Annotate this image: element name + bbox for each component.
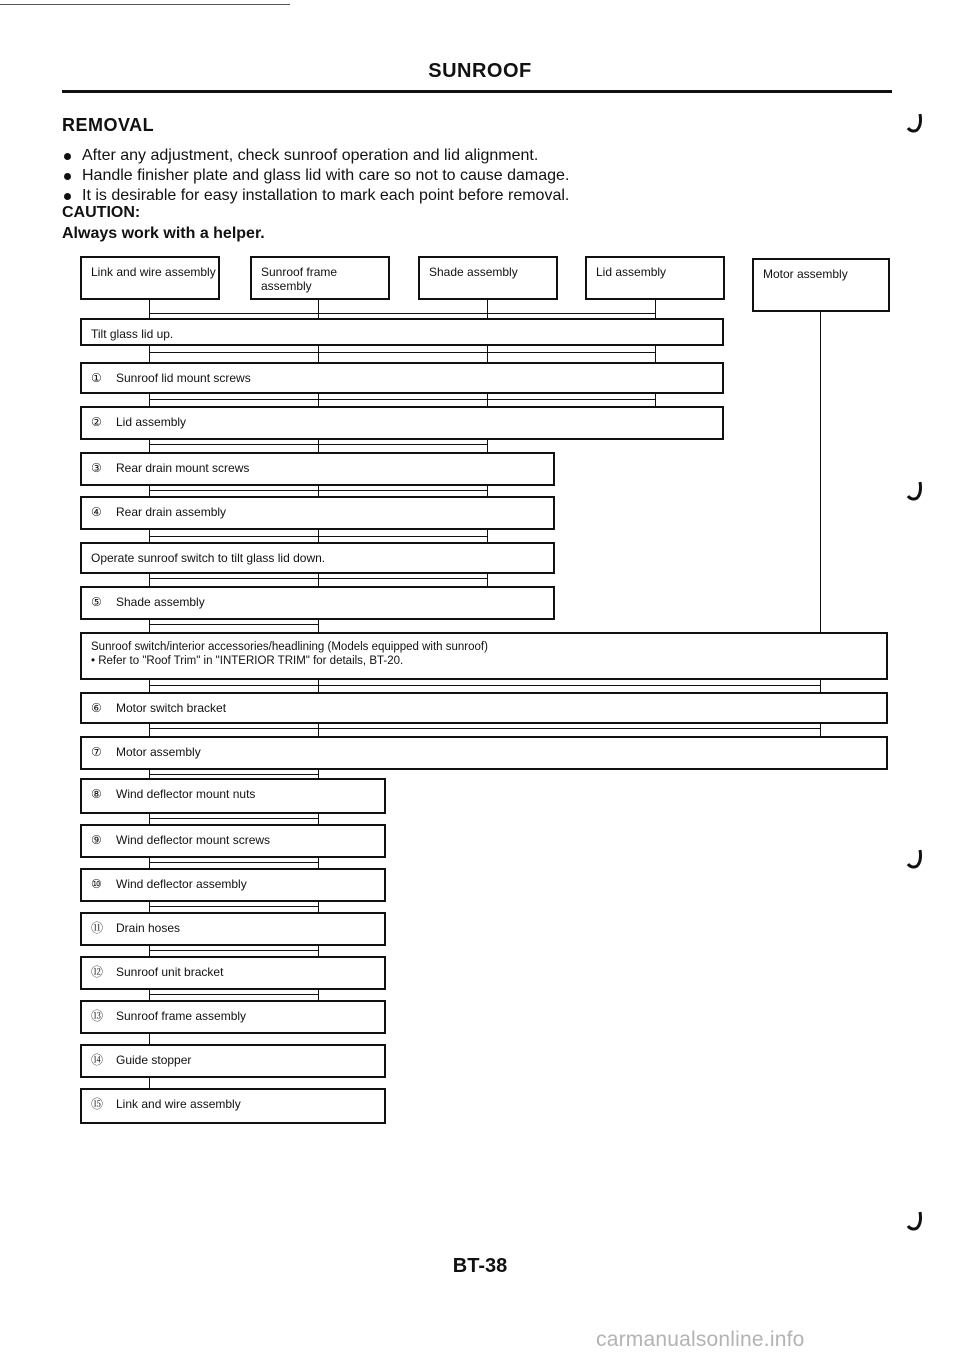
step-label: Sunroof switch/interior accessories/headlining (Models equipped with sunroof)	[91, 641, 488, 653]
assembly-label: Lid assembly	[596, 265, 667, 279]
bullet-item: It is desirable for easy installation to mark each point before removal.	[62, 186, 569, 206]
step-3	[80, 452, 555, 486]
step-label: Motor switch bracket	[116, 701, 227, 715]
step-label: Guide stopper	[116, 1053, 192, 1067]
step-label: Wind deflector mount nuts	[116, 787, 256, 801]
assembly-box-shade	[418, 256, 558, 300]
step-number: ③	[91, 461, 102, 475]
step-tilt-glass-up	[80, 318, 724, 346]
step-number: ⑥	[91, 701, 102, 715]
page-title: SUNROOF	[428, 60, 532, 82]
margin-mark-icon	[905, 1210, 927, 1232]
step-4	[80, 496, 555, 530]
step-15	[80, 1088, 386, 1124]
step-7	[80, 736, 888, 770]
assembly-box-link-and-wire	[80, 256, 220, 300]
bullet-list	[62, 146, 569, 206]
step-label: Wind deflector mount screws	[116, 833, 271, 847]
step-number: ⑦	[91, 745, 102, 759]
assembly-box-motor	[752, 258, 890, 312]
step-number: ②	[91, 415, 102, 429]
margin-mark-icon	[905, 848, 927, 870]
title-rule	[62, 90, 892, 93]
assembly-box-lid	[585, 256, 725, 300]
step-2	[80, 406, 724, 440]
step-label: Shade assembly	[116, 595, 205, 609]
assembly-label: Link and wire assembly	[91, 265, 216, 279]
caution-label: CAUTION:	[62, 204, 141, 221]
step-9	[80, 824, 386, 858]
step-5	[80, 586, 555, 620]
margin-mark-icon	[905, 112, 927, 134]
step-number: ⑩	[91, 877, 102, 891]
step-label: Wind deflector assembly	[116, 877, 247, 891]
step-8	[80, 778, 386, 814]
step-label: Drain hoses	[116, 921, 181, 935]
page-number: BT-38	[452, 1255, 508, 1277]
step-note: • Refer to "Roof Trim" in "INTERIOR TRIM" for details, BT-20.	[91, 655, 404, 667]
assembly-box-sunroof-frame	[250, 256, 390, 300]
step-number: ⑧	[91, 787, 102, 801]
step-label: Operate sunroof switch to tilt glass lid down.	[91, 551, 326, 565]
step-6	[80, 692, 888, 724]
assembly-label: Motor assembly	[763, 267, 848, 281]
step-number: ④	[91, 505, 102, 519]
assembly-label: Shade assembly	[429, 265, 518, 279]
margin-mark-icon	[905, 480, 927, 502]
bullet-item: After any adjustment, check sunroof operation and lid alignment.	[62, 146, 569, 166]
step-12	[80, 956, 386, 990]
step-label: Tilt glass lid up.	[91, 327, 174, 341]
caution-text: Always work with a helper.	[62, 225, 265, 242]
bullet-item: Handle finisher plate and glass lid with care so not to cause damage.	[62, 166, 569, 186]
step-14	[80, 1044, 386, 1078]
watermark: carmanualsonline.info	[596, 1328, 805, 1351]
step-number: ⑭	[91, 1053, 104, 1067]
step-13	[80, 1000, 386, 1034]
step-label: Sunroof lid mount screws	[116, 371, 251, 385]
step-label: Sunroof unit bracket	[116, 965, 224, 979]
step-number: ⑮	[91, 1097, 104, 1111]
step-label: Rear drain assembly	[116, 505, 227, 519]
step-number: ⑨	[91, 833, 102, 847]
top-border-line	[0, 4, 290, 5]
assembly-label: Sunroof frame assembly	[261, 265, 338, 293]
step-headlining	[80, 632, 888, 680]
step-label: Link and wire assembly	[116, 1097, 241, 1111]
step-1	[80, 362, 724, 394]
step-label: Lid assembly	[116, 415, 187, 429]
step-number: ⑪	[91, 921, 104, 935]
step-10	[80, 868, 386, 902]
step-tilt-glass-down	[80, 542, 555, 574]
step-label: Rear drain mount screws	[116, 461, 250, 475]
step-number: ⑬	[91, 1009, 104, 1023]
step-number: ⑫	[91, 965, 104, 979]
step-11	[80, 912, 386, 946]
step-label: Motor assembly	[116, 745, 201, 759]
step-number: ①	[91, 371, 102, 385]
section-heading: REMOVAL	[62, 115, 155, 135]
step-number: ⑤	[91, 595, 102, 609]
step-label: Sunroof frame assembly	[116, 1009, 247, 1023]
